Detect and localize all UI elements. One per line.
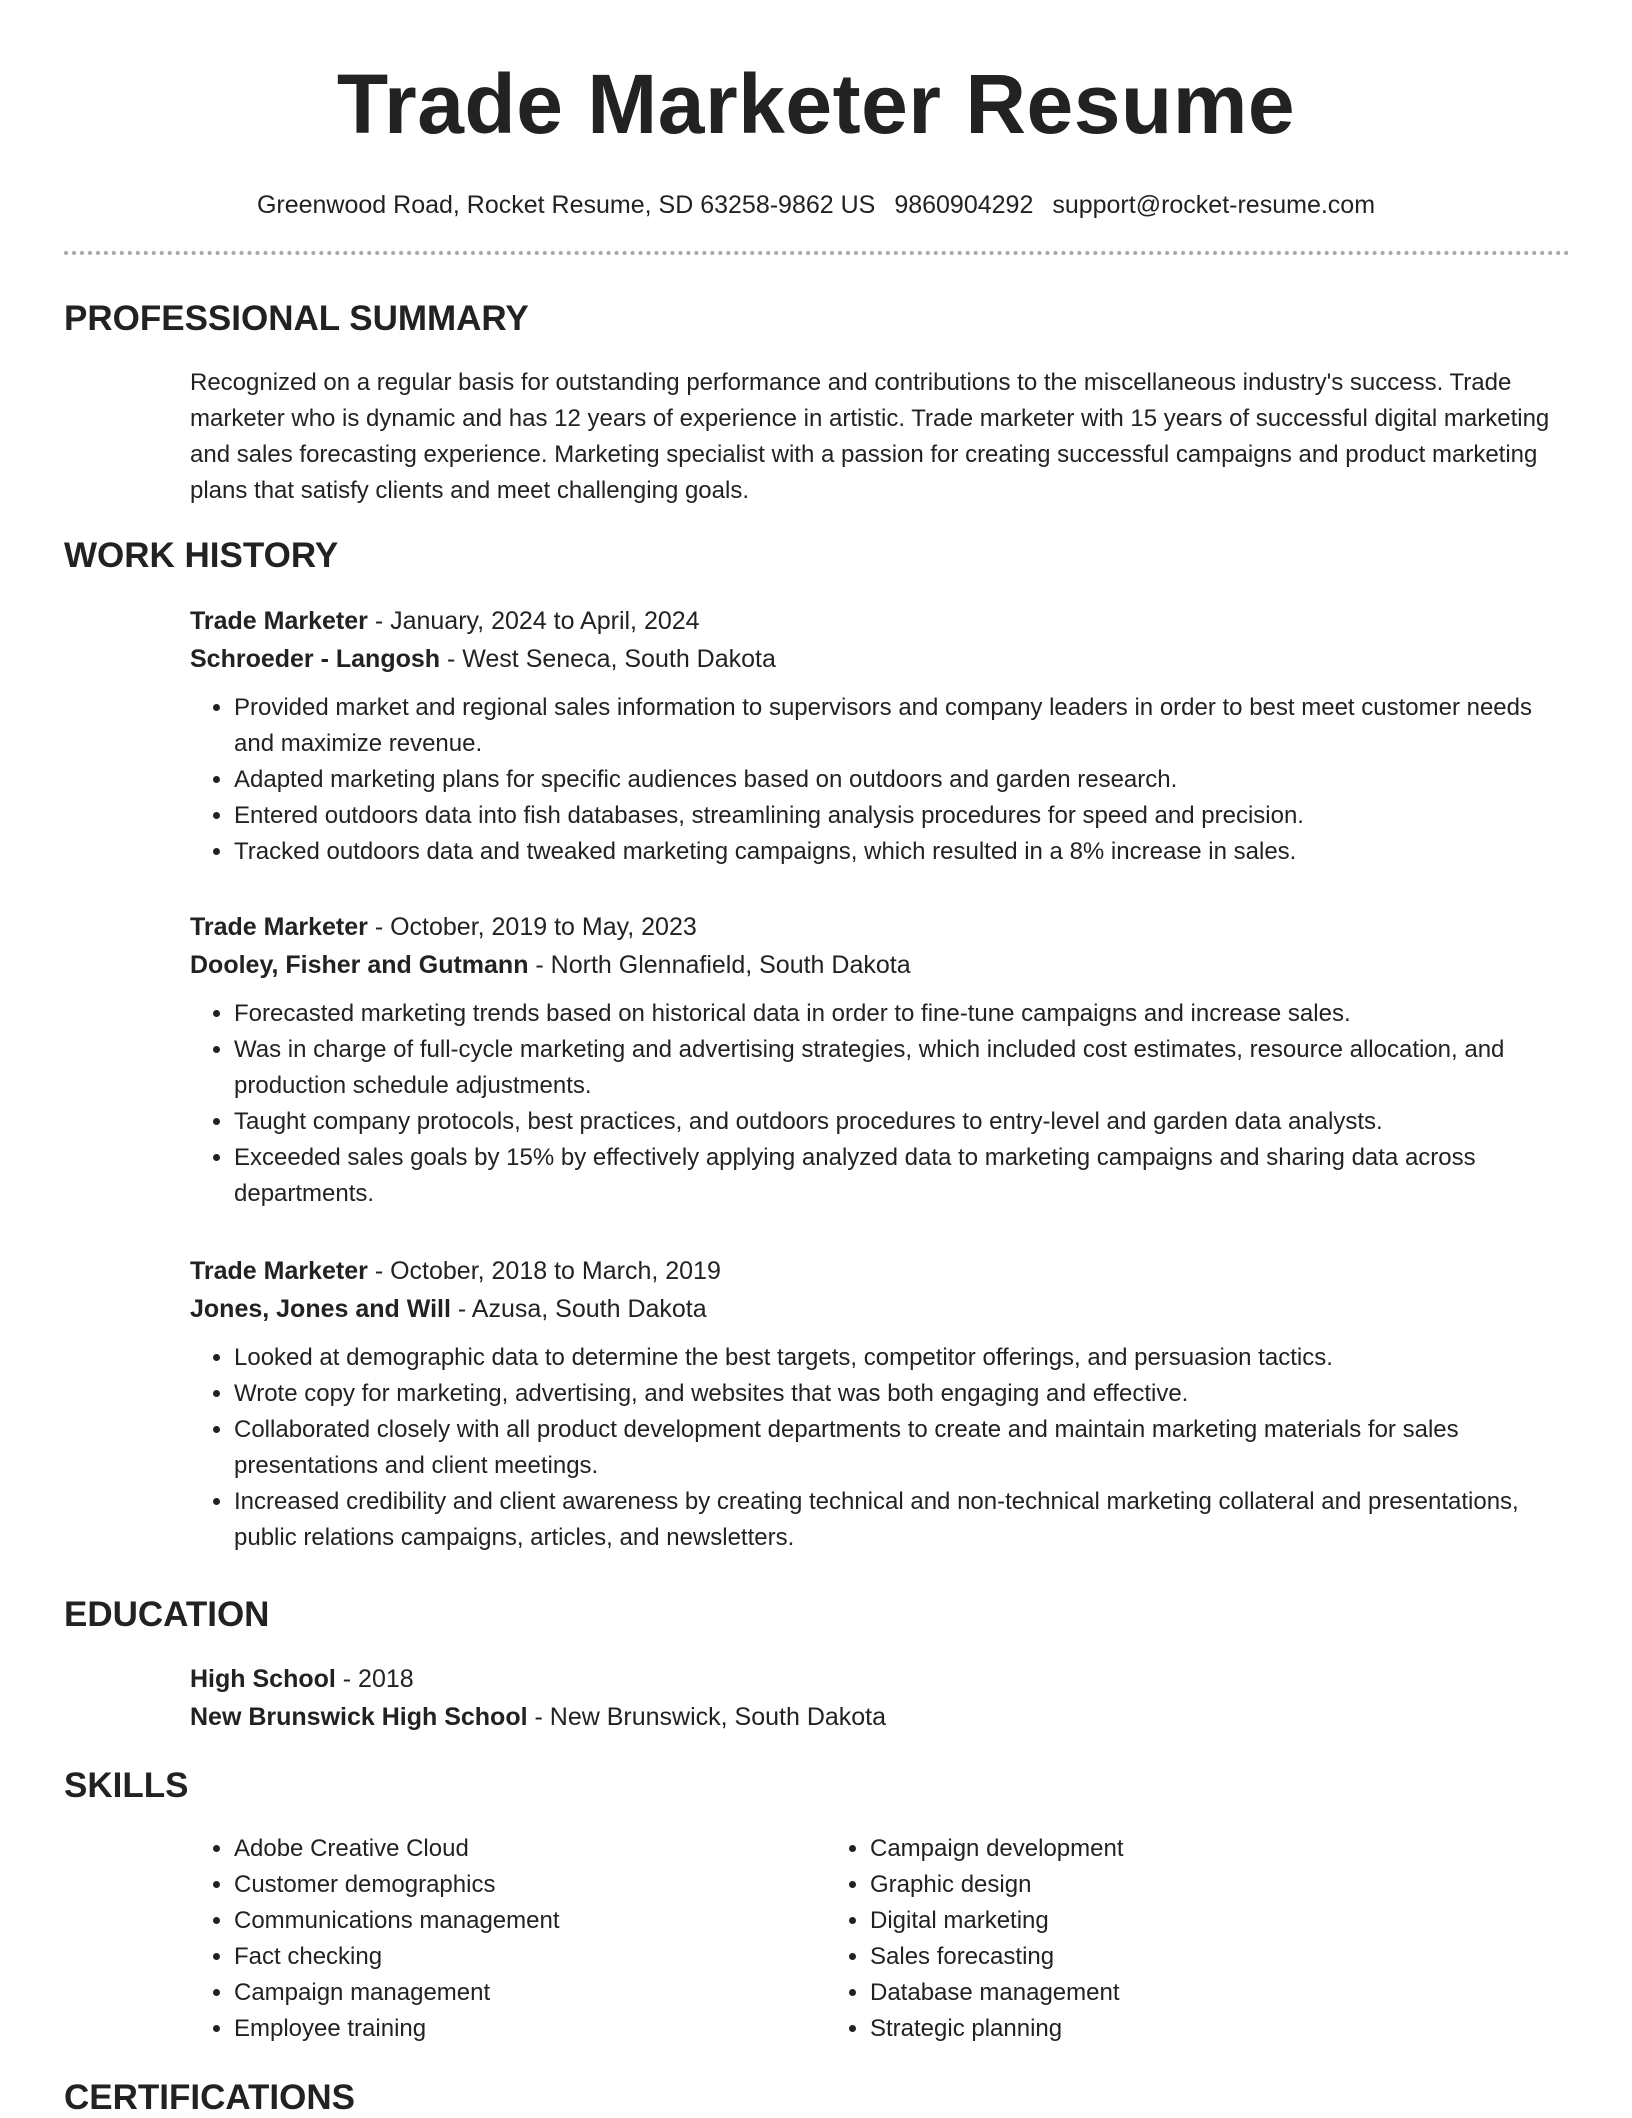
list-item: • Wrote copy for marketing, advertising, and websites that was both engaging and effective. bbox=[234, 1376, 1570, 1412]
job-location: - West Seneca, South Dakota bbox=[440, 645, 776, 673]
email-text: support@rocket-resume.com bbox=[1052, 191, 1376, 219]
skills-list bbox=[190, 1831, 1570, 2047]
skills-column-left bbox=[190, 1831, 826, 2047]
section-title-summary: PROFESSIONAL SUMMARY bbox=[64, 299, 529, 338]
list-item: • Digital marketing bbox=[870, 1903, 1526, 1939]
education-school-line bbox=[190, 1698, 1570, 1736]
job-bullets bbox=[190, 690, 1570, 870]
education-degree: High School bbox=[190, 1665, 336, 1693]
list-item: • Employee training bbox=[234, 2011, 826, 2047]
resume-header bbox=[64, 56, 1568, 220]
job-title: Trade Marketer bbox=[190, 607, 368, 635]
education-school: New Brunswick High School bbox=[190, 1703, 528, 1731]
section-title-education: EDUCATION bbox=[64, 1595, 270, 1634]
list-item: • Looked at demographic data to determine the best targets, competitor offerings, and persuasion tactics. bbox=[234, 1340, 1570, 1376]
list-item: • Increased credibility and client awareness by creating technical and non-technical marketing collateral and presentations, public relations campaigns, articles, and newsletters. bbox=[234, 1484, 1570, 1556]
education-degree-line bbox=[190, 1660, 1570, 1698]
contact-line bbox=[64, 190, 1568, 220]
job-company-line bbox=[190, 946, 1570, 984]
list-item: • Sales forecasting bbox=[870, 1939, 1526, 1975]
job-location: - Azusa, South Dakota bbox=[450, 1295, 707, 1323]
job-bullets bbox=[190, 996, 1570, 1212]
job-title-line bbox=[190, 1252, 1570, 1290]
list-item: • Entered outdoors data into fish databases, streamlining analysis procedures for speed and precision. bbox=[234, 798, 1570, 834]
page-title: Trade Marketer Resume bbox=[336, 57, 1296, 151]
list-item: • Exceeded sales goals by 15% by effectively applying analyzed data to marketing campaigns and sharing data across departments. bbox=[234, 1140, 1570, 1212]
job-dates: - January, 2024 to April, 2024 bbox=[367, 607, 700, 635]
job-title-line bbox=[190, 602, 1570, 640]
education-location: - New Brunswick, South Dakota bbox=[527, 1703, 887, 1731]
list-item: • Strategic planning bbox=[870, 2011, 1526, 2047]
job-entry bbox=[190, 1252, 1570, 1556]
skills-column-right bbox=[826, 1831, 1526, 2047]
phone-text: 9860904292 bbox=[894, 191, 1034, 219]
list-item: • Campaign management bbox=[234, 1975, 826, 2011]
list-item: • Provided market and regional sales information to supervisors and company leaders in order to best meet customer needs and maximize revenue. bbox=[234, 690, 1570, 762]
job-company-line bbox=[190, 640, 1570, 678]
list-item: • Tracked outdoors data and tweaked marketing campaigns, which resulted in a 8% increase in sales. bbox=[234, 834, 1570, 870]
list-item: • Communications management bbox=[234, 1903, 826, 1939]
list-item: • Fact checking bbox=[234, 1939, 826, 1975]
list-item: • Was in charge of full-cycle marketing and advertising strategies, which included cost estimates, resource allocation, and production schedule adjustments. bbox=[234, 1032, 1570, 1104]
summary-text: Recognized on a regular basis for outstanding performance and contributions to the miscellaneous industry's success. Trade marketer who is dynamic and has 12 years of experience in artistic. Trade marketer with 15 years of successful digital marketing and sales forecasting experience. Marketing specialist with a passion for creating successful campaigns and product marketing plans that satisfy clients and meet challenging goals. bbox=[190, 369, 1550, 504]
education-year: - 2018 bbox=[335, 1665, 414, 1693]
section-title-work-history: WORK HISTORY bbox=[64, 536, 339, 575]
job-title-line bbox=[190, 908, 1570, 946]
job-entry bbox=[190, 602, 1570, 870]
list-item: • Campaign development bbox=[870, 1831, 1526, 1867]
section-title-certifications: CERTIFICATIONS bbox=[64, 2078, 356, 2117]
address-text: Greenwood Road, Rocket Resume, SD 63258-9862 US bbox=[256, 191, 876, 219]
job-title: Trade Marketer bbox=[190, 1257, 368, 1285]
job-title: Trade Marketer bbox=[190, 913, 368, 941]
section-title-skills: SKILLS bbox=[64, 1766, 189, 1805]
list-item: • Database management bbox=[870, 1975, 1526, 2011]
list-item: • Forecasted marketing trends based on historical data in order to fine-tune campaigns and increase sales. bbox=[234, 996, 1570, 1032]
list-item: • Adapted marketing plans for specific audiences based on outdoors and garden research. bbox=[234, 762, 1570, 798]
education-entry bbox=[190, 1660, 1570, 1736]
job-dates: - October, 2018 to March, 2019 bbox=[367, 1257, 721, 1285]
list-item: • Collaborated closely with all product development departments to create and maintain marketing materials for sales presentations and client meetings. bbox=[234, 1412, 1570, 1484]
job-bullets bbox=[190, 1340, 1570, 1556]
list-item: • Customer demographics bbox=[234, 1867, 826, 1903]
job-entry bbox=[190, 908, 1570, 1212]
header-divider bbox=[64, 251, 1570, 255]
job-company: Dooley, Fisher and Gutmann bbox=[190, 951, 529, 979]
list-item: • Taught company protocols, best practices, and outdoors procedures to entry-level and garden data analysts. bbox=[234, 1104, 1570, 1140]
job-company: Schroeder - Langosh bbox=[190, 645, 441, 673]
job-dates: - October, 2019 to May, 2023 bbox=[367, 913, 697, 941]
list-item: • Adobe Creative Cloud bbox=[234, 1831, 826, 1867]
list-item: • Graphic design bbox=[870, 1867, 1526, 1903]
job-company-line bbox=[190, 1290, 1570, 1328]
job-location: - North Glennafield, South Dakota bbox=[528, 951, 911, 979]
job-company: Jones, Jones and Will bbox=[190, 1295, 451, 1323]
